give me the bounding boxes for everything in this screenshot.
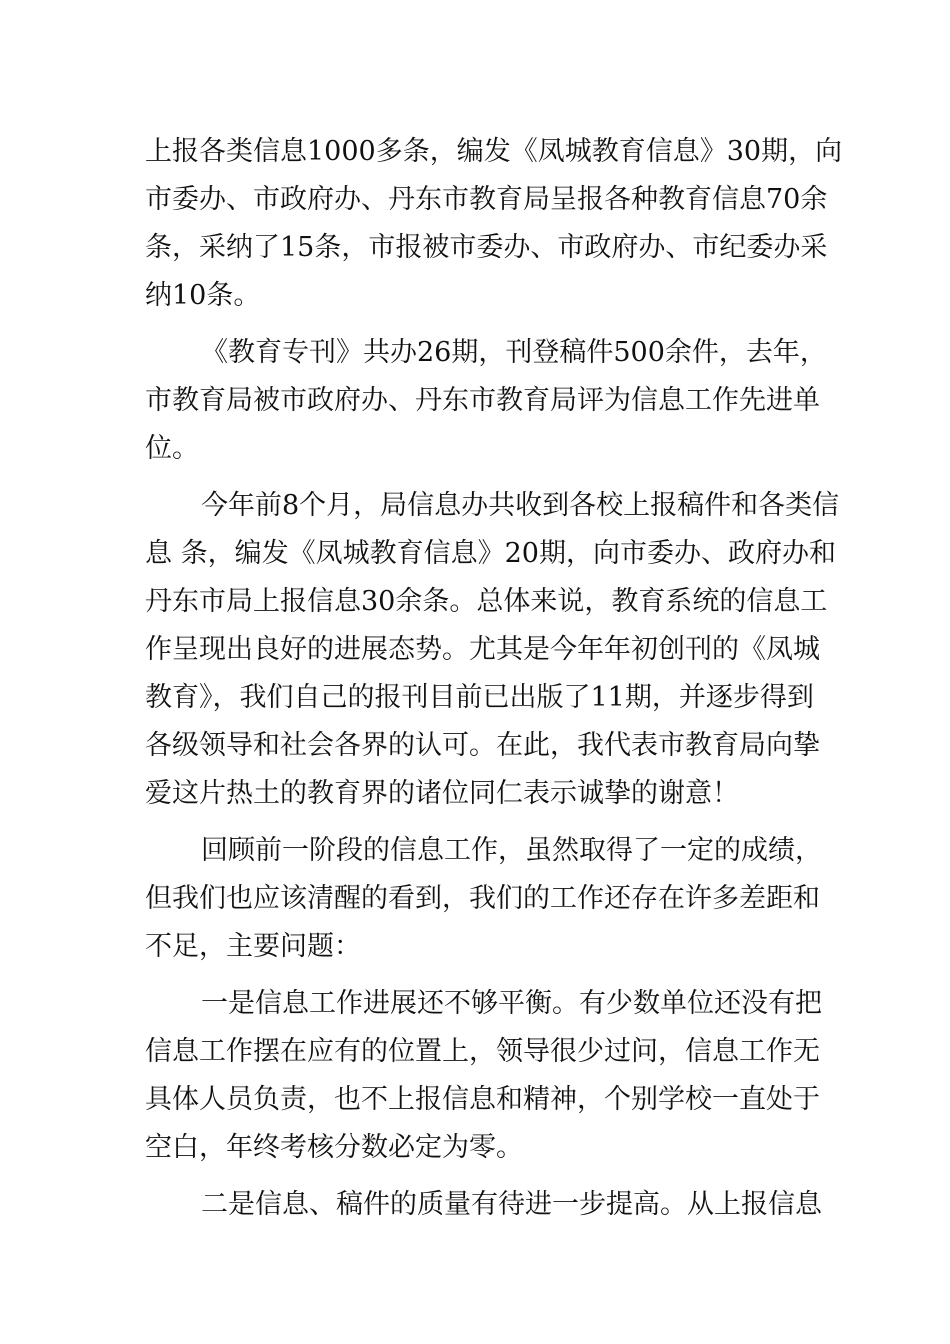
text-line: 空白，年终考核分数必定为零。 [145,1132,523,1163]
text-line: 市教育局被市政府办、丹东市教育局评为信息工作先进单 [145,385,820,416]
text-line: 丹东市局上报信息30余条。总体来说，教育系统的信息工 [145,586,828,617]
text-line: 但我们也应该清醒的看到，我们的工作还存在许多差距和 [145,883,820,914]
text-line: 信息工作摆在应有的位置上，领导很少过问，信息工作无 [145,1036,820,1067]
text-line: 不足，主要问题： [145,931,361,962]
paragraph-6 [145,1181,822,1229]
text-line: 息 条，编发《凤城教育信息》20期，向市委办、政府办和 [145,538,836,569]
text-line: 回顾前一阶段的信息工作，虽然取得了一定的成绩， [201,835,822,866]
text-line: 市委办、市政府办、丹东市教育局呈报各种教育信息70余 [145,184,828,215]
text-line: 作呈现出良好的进展态势。尤其是今年年初创刊的《凤城 [145,634,820,665]
text-line: 各级领导和社会各界的认可。在此，我代表市教育局向挚 [145,730,820,761]
text-line: 二是信息、稿件的质量有待进一步提高。从上报信息 [201,1189,822,1220]
paragraph-3 [145,482,840,818]
text-line: 条，采纳了15条，市报被市委办、市政府办、市纪委办采 [145,232,828,263]
paragraph-1 [145,128,843,320]
text-line: 具体人员负责，也不上报信息和精神，个别学校一直处于 [145,1084,820,1115]
text-line: 教育》，我们自己的报刊目前已出版了11期，并逐步得到 [145,682,814,713]
text-line: 《教育专刊》共办26期，刊登稿件500余件，去年， [201,337,827,368]
text-line: 位。 [145,433,199,464]
text-line: 一是信息工作进展还不够平衡。有少数单位还没有把 [201,988,822,1019]
paragraph-5 [145,980,822,1172]
text-line: 爱这片热土的教育界的诸位同仁表示诚挚的谢意！ [145,778,739,809]
paragraph-2 [145,329,827,473]
document-body [145,128,843,1238]
paragraph-4 [145,827,822,971]
text-line: 今年前8个月，局信息办共收到各校上报稿件和各类信 [201,490,840,521]
text-line: 纳10条。 [145,280,261,311]
text-line: 上报各类信息1000多条，编发《凤城教育信息》30期，向 [145,136,843,167]
